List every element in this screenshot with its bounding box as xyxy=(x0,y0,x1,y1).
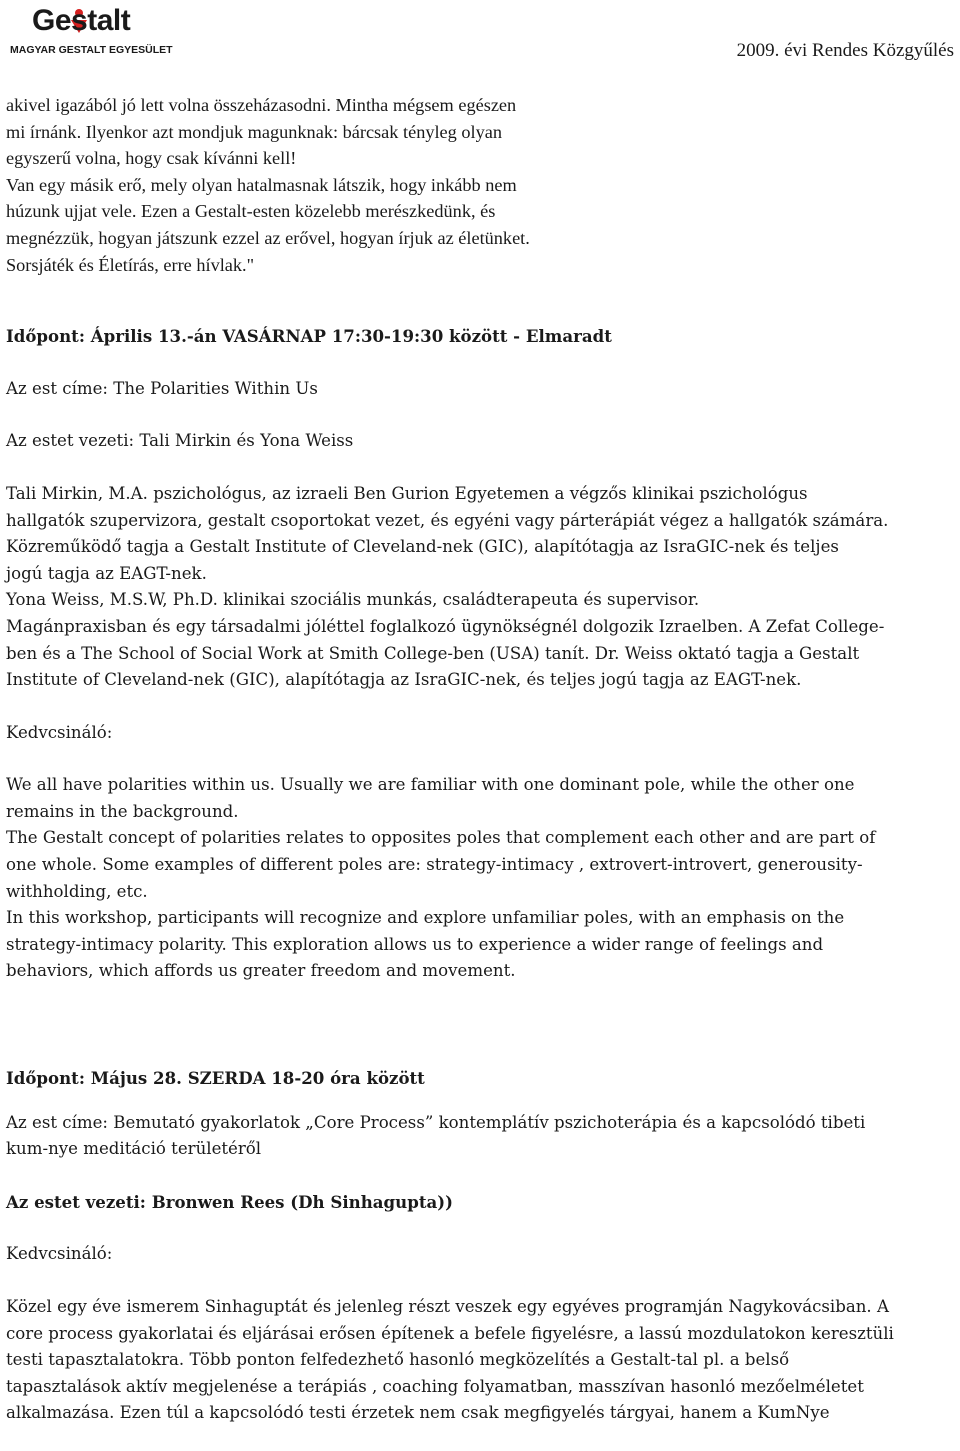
bio-line: jogú tagja az EAGT-nek. xyxy=(6,563,207,583)
meeting-title: 2009. évi Rendes Közgyűlés xyxy=(736,40,954,61)
teaser-line: The Gestalt concept of polarities relates to opposites poles that complement each other and are part of xyxy=(6,828,876,848)
bio-line: Yona Weiss, M.S.W, Ph.D. klinikai szociális munkás, családterapeuta és supervisor. xyxy=(6,590,700,610)
event2-title xyxy=(6,1110,956,1163)
event2-title-line: Az est címe: Bemutató gyakorlatok „Core Process” kontemplátív pszichoterápia és a kapcsolódó tibeti xyxy=(6,1112,866,1132)
bio-line: Közreműködő tagja a Gestalt Institute of Cleveland-nek (GIC), alapítótagja az IsraGIC-nek és teljes xyxy=(6,537,839,557)
teaser-line: alkalmazása. Ezen túl a kapcsolódó testi érzetek nem csak megfigyelés tárgyai, hanem a KumNye xyxy=(6,1403,830,1423)
teaser-line: core process gyakorlatai és eljárásai erősen építenek a befele figyelésre, a lassú mozdulatokon keresztüli xyxy=(6,1323,894,1343)
teaser-line: behaviors, which affords us greater freedom and movement. xyxy=(6,961,516,981)
teaser-line: We all have polarities within us. Usually we are familiar with one dominant pole, while the other one xyxy=(6,775,855,795)
event2-leaders: Az estet vezeti: Bronwen Rees (Dh Sinhagupta)) xyxy=(6,1191,453,1212)
event1-time: Időpont: Április 13.-án VASÁRNAP 17:30-19:30 között - Elmaradt xyxy=(6,326,612,347)
intro-line: egyszerű volna, hogy csak kívánni kell! xyxy=(6,148,297,169)
intro-line: megnézzük, hogyan játszunk ezzel az erővel, hogyan írjuk az életünket. xyxy=(6,227,530,248)
event1-bio xyxy=(6,481,956,694)
teaser-line: Közel egy éve ismerem Sinhaguptát és jelenleg részt veszek egy egyéves programján Nagykovácsiban. A xyxy=(6,1297,889,1316)
intro-line: húzunk ujjat vele. Ezen a Gestalt-esten közelebb merészkedünk, és xyxy=(6,201,496,222)
teaser-line: withholding, etc. xyxy=(6,881,148,901)
teaser-line: one whole. Some examples of different poles are: strategy-intimacy , extrovert-introvert, generousity- xyxy=(6,855,863,875)
intro-line: Sorsjáték és Életírás, erre hívlak." xyxy=(6,254,255,275)
intro-line: mi írnánk. Ilyenkor azt mondjuk magunknak: bárcsak tényleg olyan xyxy=(6,121,502,142)
event1-teaser xyxy=(6,772,956,985)
bio-line: hallgatók szupervizora, gestalt csoportokat vezet, és egyéni vagy párterápiát végez a hallgatók számára. xyxy=(6,510,889,530)
logo-wordmark: Gestalt xyxy=(32,4,131,37)
bio-line: ben és a The School of Social Work at Smith College-ben (USA) tanít. Dr. Weiss oktató tagja a Gestalt xyxy=(6,643,860,663)
event2-time: Időpont: Május 28. SZERDA 18-20 óra között xyxy=(6,1068,425,1089)
event2-teaser xyxy=(6,1294,956,1427)
logo-tagline: MAGYAR GESTALT EGYESÜLET xyxy=(10,44,173,56)
intro-line: akivel igazából jó lett volna összeházasodni. Mintha mégsem egészen xyxy=(6,95,517,115)
bio-line: Institute of Cleveland-nek (GIC), alapítótagja az IsraGIC-nek, és teljes jogú tagja az EAGT-nek. xyxy=(6,670,802,690)
teaser-line: In this workshop, participants will recognize and explore unfamiliar poles, with an emphasis on the xyxy=(6,908,845,928)
teaser-line: strategy-intimacy polarity. This exploration allows us to experience a wider range of feelings and xyxy=(6,934,824,954)
event2-title-line: kum-nye meditáció területéről xyxy=(6,1139,262,1159)
event1-teaser-label: Kedvcsináló: xyxy=(6,722,113,742)
teaser-line: tapasztalások aktív megjelenése a terápiás , coaching folyamatban, masszívan hasonló mezőelméletet xyxy=(6,1376,864,1396)
document-body xyxy=(6,92,956,1427)
event1-title: Az est címe: The Polarities Within Us xyxy=(6,378,318,398)
event2-teaser-label: Kedvcsináló: xyxy=(6,1244,113,1264)
intro-paragraph xyxy=(6,92,956,278)
teaser-line: testi tapasztalatokra. Több ponton felfedezhető hasonló megközelítés a Gestalt-tal pl. a belső xyxy=(6,1350,790,1370)
bio-line: Tali Mirkin, M.A. pszichológus, az izraeli Ben Gurion Egyetemen a végzős klinikai pszichológus xyxy=(6,483,808,503)
intro-line: Van egy másik erő, mely olyan hatalmasnak látszik, hogy inkább nem xyxy=(6,174,517,195)
event1-leaders: Az estet vezeti: Tali Mirkin és Yona Weiss xyxy=(6,431,354,451)
teaser-line: remains in the background. xyxy=(6,801,239,821)
bio-line: Magánpraxisban és egy társadalmi jóléttel foglalkozó ügynökségnél dolgozik Izraelben. A Zefat College- xyxy=(6,616,885,636)
gestalt-logo xyxy=(10,6,180,58)
